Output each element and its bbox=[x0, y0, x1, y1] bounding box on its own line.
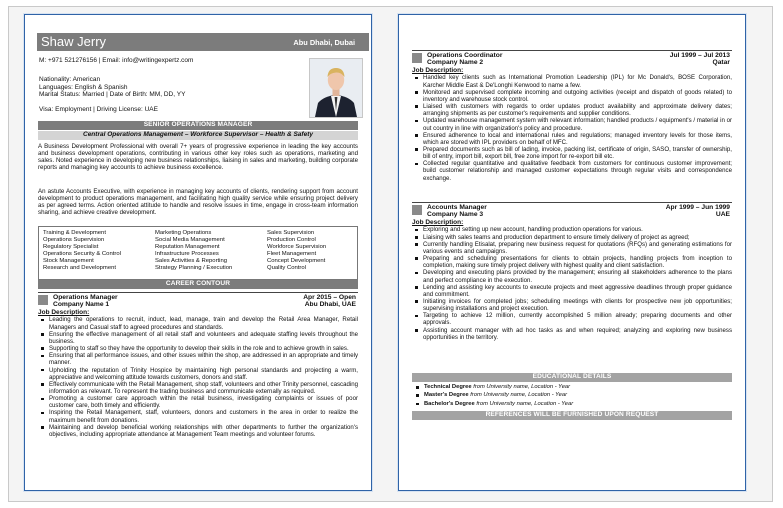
job-bullet: Prepared documents such as bill of lading, invoice, packing list, certificate of origin, SASO, transfer of ownership, bill of entry, import bill, export bill, free zone import for re-export bill etc. bbox=[423, 145, 732, 161]
job-bullet: Leading the operations to recruit, induct, lead, manage, train and develop the Retail Area Manager, Retail Managers and Casual staff to agreed procedures and standards. bbox=[49, 316, 358, 331]
visa-line: Visa: Employment | Driving License: UAE bbox=[39, 106, 158, 113]
job-marker-icon bbox=[412, 53, 422, 63]
job-bullets bbox=[412, 74, 732, 181]
skill-item: Marketing Operations bbox=[155, 230, 212, 236]
job-header bbox=[412, 50, 732, 67]
subheadline-band: Central Operations Management – Workforce Supervisor – Health & Safety bbox=[38, 131, 358, 140]
candidate-location: Abu Dhabi, Dubai bbox=[293, 38, 355, 47]
job-bullet: Handled key clients such as International Promotion Leadership (IPL) for Mc Donald's, BOSE Corporation, Karcher Middle East & De'Longhi Kenwood to name a few. bbox=[423, 74, 732, 89]
job-title: Accounts Manager bbox=[427, 204, 487, 211]
job-dates: Apr 1999 – Jun 1999 bbox=[665, 204, 730, 211]
skills-box bbox=[38, 226, 358, 280]
job-bullets bbox=[412, 226, 732, 341]
job-title: Operations Manager bbox=[53, 294, 118, 301]
degree-detail: from University name, Location - Year bbox=[476, 400, 574, 407]
candidate-name: Shaw Jerry bbox=[41, 34, 107, 49]
job-bullet: Developing and executing plans provided by the management; ensuring all stakeholders adherence to the plans and perfect compliance in the execution. bbox=[423, 269, 732, 284]
job-bullet: Ensuring the effective management of all retail staff and volunteers and adequate staffing levels throughout the business. bbox=[49, 330, 358, 345]
job-bullet: Lending and assisting key accounts to execute projects and meet aggressive deadlines through proper guidance and commitment. bbox=[423, 283, 732, 298]
skill-item: Operations Security & Control bbox=[43, 251, 121, 258]
degree-detail: from University name, Location - Year bbox=[470, 392, 568, 399]
job-bullet: Supporting to staff so they have the opportunity to develop their skills in the role and to achieve growth in sales. bbox=[49, 345, 358, 352]
skill-item: Workforce Supervision bbox=[267, 244, 327, 251]
job-location: Abu Dhabi, UAE bbox=[304, 301, 356, 308]
job-bullet: Maintaining and develop beneficial working relationships with other departments to further the organization's objectives, including appropriate attendance at Management Team meetings and volunteer forums. bbox=[49, 423, 358, 438]
job-title: Operations Coordinator bbox=[427, 52, 503, 59]
skill-item: Sales Supervision bbox=[267, 230, 315, 236]
skill-item: Infrastructure Processes bbox=[155, 251, 219, 258]
job-company: Company Name 2 bbox=[427, 59, 484, 66]
job-bullet: Preparing and scheduling presentations for clients to obtain projects, handling projects from inception to completion, making sure timely project delivery with highest quality and client satisfaction. bbox=[423, 255, 732, 270]
job-header bbox=[412, 202, 732, 219]
job-entry-2 bbox=[412, 50, 732, 182]
skill-item: Operations Supervision bbox=[43, 237, 105, 244]
job-description-label: Job Description: bbox=[412, 219, 464, 226]
job-bullet: Inspiring the Retail Management, staff, volunteers, donors and customers in the area in order to realize the maximum benefit from donations. bbox=[49, 409, 358, 424]
job-bullet: Upholding the reputation of Trinity Hospice by maintaining high personal standards and projecting a warm, appreciative and welcoming attitude towards customers, donors and staff. bbox=[49, 366, 358, 381]
skill-item: Social Media Management bbox=[155, 237, 225, 244]
skill-item: Sales Activities & Reporting bbox=[155, 258, 228, 265]
education-heading: EDUCATIONAL DETAILS bbox=[412, 373, 732, 382]
summary-paragraph-2: An astute Accounts Executive, with experience in managing key accounts of clients, rendering support from account development to product operations management, and facilitating high quality service while ensuring project delivery as per agreed terms. Action oriented attitude to handle and resolve issues in time, engage in cross-team information sharing, and achieve creative development. bbox=[38, 188, 358, 217]
job-entry-1 bbox=[38, 292, 358, 438]
headline-band: SENIOR OPERATIONS MANAGER bbox=[38, 121, 358, 130]
skills-column-3 bbox=[267, 230, 326, 273]
references-band: REFERENCES WILL BE FURNISHED UPON REQUEST bbox=[412, 411, 732, 420]
job-location: Qatar bbox=[712, 59, 730, 66]
job-marker-icon bbox=[38, 295, 48, 305]
skills-column-2 bbox=[155, 230, 232, 273]
skill-item: Reputation Management bbox=[155, 244, 220, 251]
job-bullet: Monitored and supervised complete incoming and outgoing activities (receipt and dispatch of goods related) to inventory and warehouse stock control. bbox=[423, 88, 732, 103]
degree-name: Bachelor's Degree bbox=[424, 400, 475, 407]
skill-item: Stock Management bbox=[43, 258, 94, 265]
degree-name: Master's Degree bbox=[424, 392, 469, 399]
profile-photo bbox=[309, 58, 363, 118]
personal-details bbox=[39, 76, 185, 99]
skill-item: Regulatory Specialist bbox=[43, 244, 99, 251]
job-description-label: Job Description: bbox=[38, 309, 90, 316]
job-bullet: Targeting to achieve 12 million, currently accomplished 5 million already; preparing documents and other approvals. bbox=[423, 312, 732, 327]
job-dates: Apr 2015 – Open bbox=[303, 294, 356, 301]
resume-page-2 bbox=[398, 14, 746, 491]
job-bullet: Ensuring that all performance issues, and other issues within the shop, are addressed in an appropriate and timely manner. bbox=[49, 352, 358, 367]
job-description-label: Job Description: bbox=[412, 67, 464, 74]
job-bullet: Assisting account manager with ad hoc tasks as and when required; analyzing and exploring new business opportunities in the territory. bbox=[423, 326, 732, 341]
education-list bbox=[415, 383, 725, 408]
marital-status: Marital Status: Married | Date of Birth: MM, DD, YY bbox=[39, 91, 186, 99]
job-bullet: Ensured adherence to local and international rules and regulations; managed inventory levels for those items, which are stored with IPL providers on behalf of MFC. bbox=[423, 131, 732, 146]
skill-item: Training & Development bbox=[43, 230, 106, 236]
resume-page-1 bbox=[24, 14, 372, 491]
career-heading: CAREER CONTOUR bbox=[38, 280, 358, 289]
nationality: Nationality: American bbox=[39, 76, 101, 83]
job-entry-3 bbox=[412, 202, 732, 341]
job-bullet: Liaising with sales teams and production department to ensure timely delivery of project as agreed; bbox=[423, 234, 732, 241]
job-location: UAE bbox=[715, 211, 730, 218]
job-header bbox=[38, 292, 358, 309]
job-bullet: Updated warehouse management system with relevant information; handled products / equipment's / material in or out country in line with organization's policy and procedure. bbox=[423, 117, 732, 132]
job-bullet: Collected regular quantitative and qualitative feedback from customers for continuous customer improvement; build customer relationship and managed customer expectations through regular visits and correspondence exchange. bbox=[423, 160, 732, 182]
job-bullet: Initiating invoices for completed jobs; scheduling meetings with clients for prospective new job opportunities; supervising installations and project execution. bbox=[423, 297, 732, 313]
skill-item: Research and Development bbox=[43, 265, 117, 272]
job-bullet: Effectively communicate with the Retail Management, shop staff, volunteers and other Trinity personnel, cascading information as relevant. To represent the trading business and communicate externally as required. bbox=[49, 380, 358, 395]
skills-column-1 bbox=[43, 230, 121, 273]
education-item bbox=[415, 400, 725, 408]
job-company: Company Name 1 bbox=[53, 301, 110, 308]
job-company: Company Name 3 bbox=[427, 211, 484, 218]
summary-paragraph-1: A Business Development Professional with overall 7+ years of progressive experience in leading the key accounts and business development operations, contributing in various other key roles such as operations, marketing and sales. Noted experience in developing new business relationships, liaising in sales and marketing, building corporate reports and managing key accounts to achieve business excellence. bbox=[38, 143, 358, 172]
skill-item: Concept Development bbox=[267, 258, 326, 265]
degree-detail: from University name, Location - Year bbox=[473, 384, 571, 390]
skill-item: Production Control bbox=[267, 237, 316, 244]
languages: Languages: English & Spanish bbox=[39, 83, 128, 91]
skill-item: Strategy Planning / Execution bbox=[155, 265, 233, 272]
job-bullets bbox=[38, 316, 358, 438]
skill-item: Quality Control bbox=[267, 265, 306, 272]
job-dates: Jul 1999 – Jul 2013 bbox=[669, 52, 730, 59]
skill-item: Fleet Management bbox=[267, 251, 317, 258]
job-marker-icon bbox=[412, 205, 422, 215]
job-bullet: Promoting a customer care approach within the retail business, investigating complaints or issues of poor customer care, both timely and efficiently. bbox=[49, 395, 358, 410]
education-item bbox=[415, 383, 725, 391]
contact-line: M: +971 521276156 | Email: info@writingexpertz.com bbox=[39, 57, 194, 64]
degree-name: Technical Degree bbox=[424, 384, 472, 390]
job-bullet: Currently handling Etisalat, preparing new business request for quotations (RFQs) and generating estimations for various events and campaigns. bbox=[423, 240, 732, 255]
person-portrait-icon bbox=[310, 59, 362, 117]
education-item bbox=[415, 391, 725, 399]
job-bullet: Exploring and setting up new account, handling production operations for various. bbox=[423, 226, 732, 233]
job-bullet: Liaised with customers with regards to order updates product availability and approximate delivery dates; arranging shipments as per customer's requirements and supplier conditions. bbox=[423, 103, 732, 118]
